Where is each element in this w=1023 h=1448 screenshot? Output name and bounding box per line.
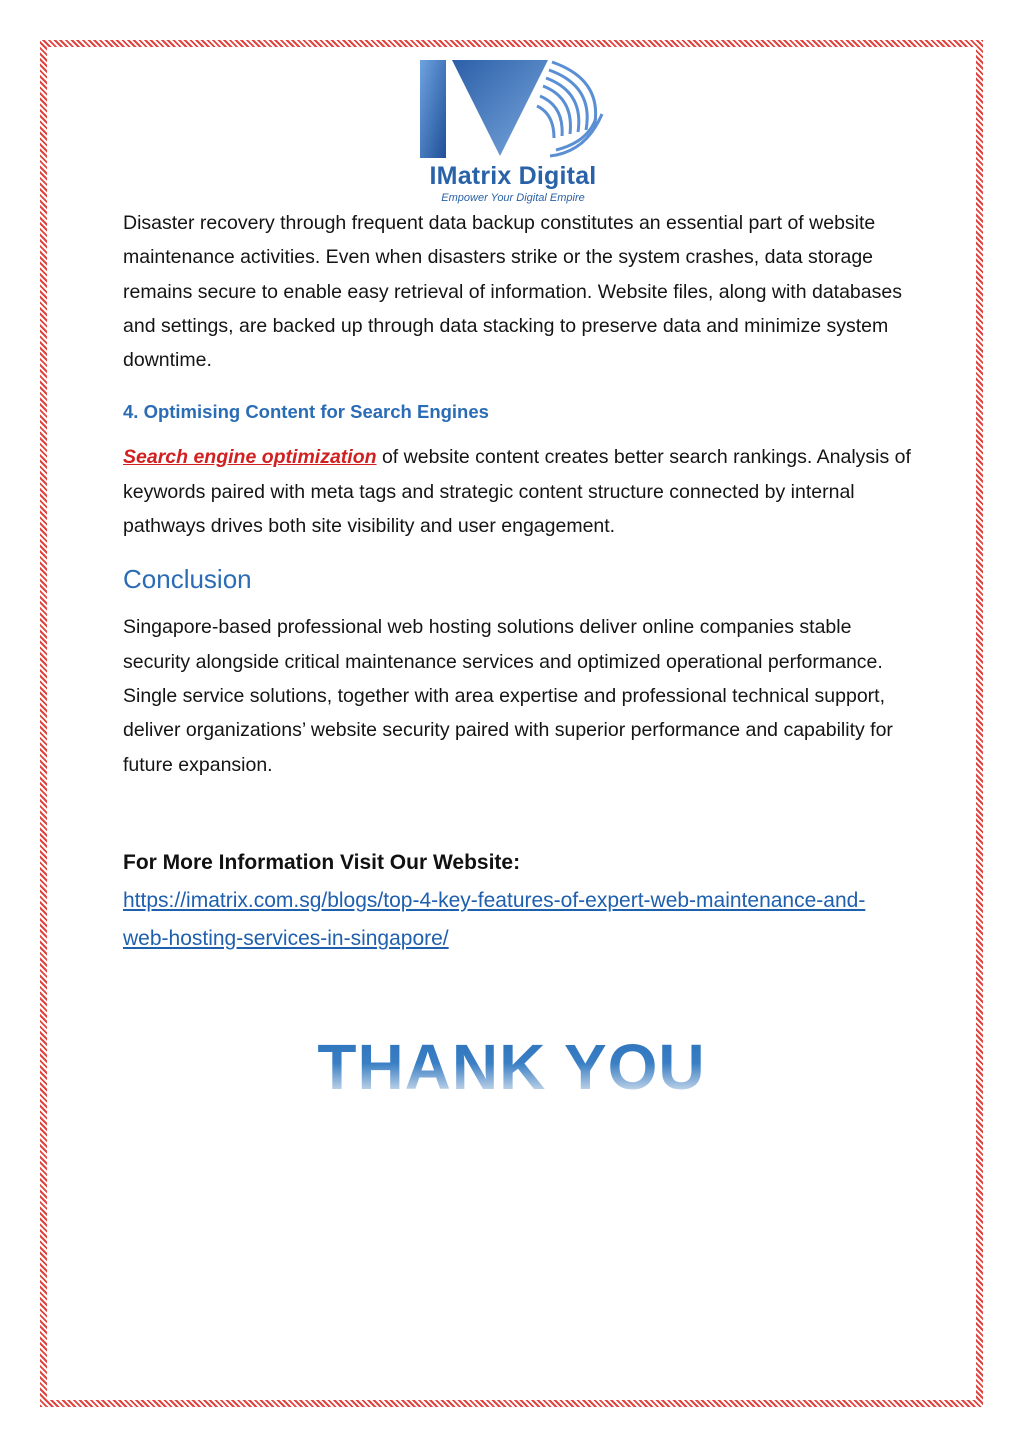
conclusion-heading: Conclusion <box>123 564 252 595</box>
logo-mark-icon <box>418 56 608 162</box>
paragraph-conclusion: Singapore-based professional web hosting solutions deliver online companies stable security alongside critical maintenance services and optimized operational performance. Single service solutions, together with area expertise and professional technical support, deliver organizations’ website security paired with superior performance and capability for future expansion. <box>123 616 893 776</box>
document-body <box>123 206 913 958</box>
website-link[interactable]: https://imatrix.com.sg/blogs/top-4-key-features-of-expert-web-maintenance-and-web-hosting-services-in-singapore/ <box>123 888 866 950</box>
imatrix-logo <box>418 56 608 206</box>
section-heading-seo: 4. Optimising Content for Search Engines <box>123 401 489 423</box>
seo-link[interactable]: Search engine optimization <box>123 446 377 469</box>
paragraph-seo <box>123 440 913 543</box>
logo-company-name: IMatrix Digital <box>429 162 597 190</box>
more-info-label: For More Information Visit Our Website: <box>123 850 521 874</box>
thank-you-banner: THANK YOU <box>0 1030 1023 1104</box>
paragraph-disaster-recovery: Disaster recovery through frequent data backup constitutes an essential part of website maintenance activities. Even when disasters strike or the system crashes, data storage remains secure to enable easy retrieval of information. Website files, along with databases and settings, are backed up through data stacking to preserve data and minimize system downtime. <box>123 212 902 372</box>
paragraph-seo-text: of website content creates better search rankings. Analysis of keywords paired with meta tags and strategic content structure connected by internal pathways drives both site visibility and user engagement. <box>123 446 911 538</box>
logo-tagline: Empower Your Digital Empire <box>441 192 585 204</box>
